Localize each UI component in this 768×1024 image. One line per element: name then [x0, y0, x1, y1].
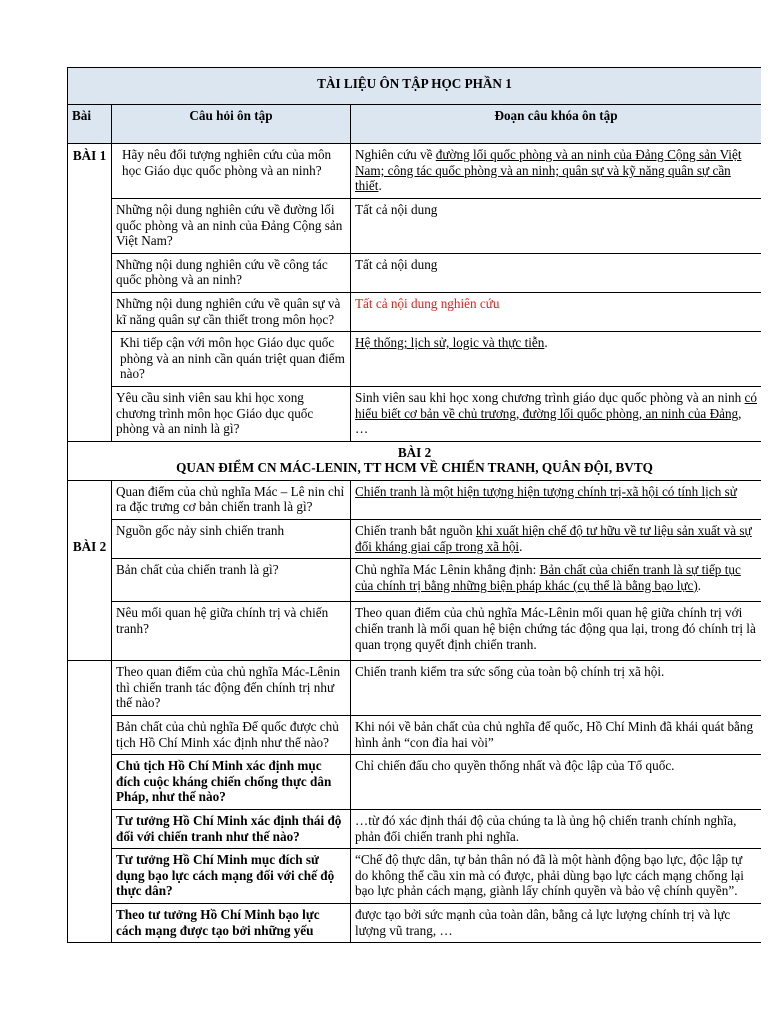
question-cell: Theo tư tưởng Hồ Chí Minh bạo lực cách mạng được tạo bởi những yếu [112, 903, 351, 942]
answer-cell [351, 332, 762, 387]
answer-cell: Chỉ chiến đấu cho quyền thống nhất và độc lập của Tổ quốc. [351, 755, 762, 810]
answer-underlined-text: Bản chất của chiến tranh là sự tiếp tục của chính trị bằng những biện pháp khác (cụ thể là bằng bạo lực) [355, 562, 741, 593]
question-cell: Nêu mối quan hệ giữa chính trị và chiến tranh? [112, 602, 351, 661]
answer-cell: Theo quan điểm của chủ nghĩa Mác-Lênin mối quan hệ giữa chính trị với chiến tranh là mối quan hệ biện chứng tác động qua lại, trong đó chính trị là quan trọng quyết định chiến tranh. [351, 602, 762, 661]
question-cell: Tư tưởng Hồ Chí Minh xác định thái độ đối với chiến tranh như thế nào? [112, 809, 351, 848]
document-page [67, 67, 761, 1024]
table-row [68, 661, 762, 716]
review-table [67, 67, 761, 943]
question-cell: Những nội dung nghiên cứu về công tác quốc phòng và an ninh? [112, 253, 351, 292]
table-row [68, 332, 762, 387]
answer-text: . [697, 577, 702, 593]
lesson-spacer-cell [68, 661, 112, 943]
column-header-answer: Đoạn câu khóa ôn tập [351, 104, 762, 144]
answer-text: . [544, 335, 548, 351]
lesson-label: BÀI 1 [68, 144, 112, 442]
table-row [68, 520, 762, 559]
answer-cell: …từ đó xác định thái độ của chúng ta là ủng hộ chiến tranh chính nghĩa, phản đối chiến tranh phi nghĩa. [351, 809, 762, 848]
table-row [68, 755, 762, 810]
lesson-label: BÀI 2 [68, 480, 112, 660]
answer-cell: “Chế độ thực dân, tự bản thân nó đã là một hành động bạo lực, độc lập tự do không thể cầu xin mà có được, phải dùng bạo lực cách mạng chống lại bạo lực phản cách mạng, giành lấy chính quyền và bảo vệ chính quyền”. [351, 849, 762, 904]
document-title: TÀI LIỆU ÔN TẬP HỌC PHẦN 1 [68, 68, 762, 105]
section-heading-title: QUAN ĐIỂM CN MÁC-LENIN, TT HCM VỀ CHIẾN TRANH, QUÂN ĐỘI, BVTQ [176, 460, 653, 476]
question-cell: Tư tưởng Hồ Chí Minh mục đích sử dụng bạo lực cách mạng đối với chế độ thực dân? [112, 849, 351, 904]
table-row [68, 253, 762, 292]
table-row [68, 849, 762, 904]
answer-text: Chiến tranh bắt nguồn [355, 523, 476, 539]
answer-text: , … [355, 405, 742, 437]
question-cell: Bản chất của chủ nghĩa Đế quốc được chủ tịch Hồ Chí Minh xác định như thế nào? [112, 716, 351, 755]
table-row [68, 903, 762, 942]
answer-cell [351, 559, 762, 602]
answer-text: . [519, 538, 523, 554]
table-row [68, 559, 762, 602]
answer-cell: được tạo bởi sức mạnh của toàn dân, bằng cả lực lượng chính trị và lực lượng vũ trang, … [351, 903, 762, 942]
answer-text: Nghiên cứu về [355, 147, 436, 163]
title-row [68, 68, 762, 105]
table-row [68, 386, 762, 441]
answer-underlined-text: Hệ thống; lịch sử, logic và thực tiễn [355, 335, 545, 351]
question-cell: Hãy nêu đối tượng nghiên cứu của môn học Giáo dục quốc phòng và an ninh? [112, 144, 351, 199]
column-header-row [68, 104, 762, 144]
answer-cell: Chiến tranh kiểm tra sức sống của toàn bộ chính trị xã hội. [351, 661, 762, 716]
answer-cell: Tất cả nội dung [351, 198, 762, 253]
answer-cell: Khi nói về bản chất của chủ nghĩa đế quốc, Hồ Chí Minh đã khái quát bằng hình ảnh “con đỉa hai vòi” [351, 716, 762, 755]
question-cell: Những nội dung nghiên cứu về quân sự và kĩ năng quân sự cần thiết trong môn học? [112, 292, 351, 331]
table-row [68, 602, 762, 661]
answer-cell: Tất cả nội dung nghiên cứu [351, 292, 762, 331]
table-row [68, 292, 762, 331]
table-row [68, 809, 762, 848]
answer-cell: Tất cả nội dung [351, 253, 762, 292]
question-cell: Nguồn gốc nảy sinh chiến tranh [112, 520, 351, 559]
column-header-question: Câu hỏi ôn tập [112, 104, 351, 144]
question-cell: Bản chất của chiến tranh là gì? [112, 559, 351, 602]
column-header-lesson: Bài [68, 104, 112, 144]
question-cell: Yêu cầu sinh viên sau khi học xong chương trình môn học Giáo dục quốc phòng và an ninh là gì? [112, 386, 351, 441]
answer-underlined-text: đường lối quốc phòng và an ninh của Đảng Cộng sản Việt Nam; công tác quốc phòng và an ninh; quân sự và kỹ năng quân sự cần thiết [355, 147, 742, 194]
question-cell: Những nội dung nghiên cứu về đường lối quốc phòng và an ninh của Đảng Cộng sản Việt Nam? [112, 198, 351, 253]
question-cell: Quan điểm của chủ nghĩa Mác – Lê nin chỉ ra đặc trưng cơ bản chiến tranh là gì? [112, 480, 351, 519]
question-cell: Theo quan điểm của chủ nghĩa Mác-Lênin thì chiến tranh tác động đến chính trị như thế nào? [112, 661, 351, 716]
answer-cell [351, 480, 762, 519]
answer-cell [351, 520, 762, 559]
section-heading-row [68, 441, 762, 480]
table-row [68, 144, 762, 199]
answer-cell [351, 144, 762, 199]
answer-underlined-text: khi xuất hiện chế độ tư hữu về tư liệu sản xuất và sự đối kháng giai cấp trong xã hội [355, 523, 752, 554]
answer-underlined-text: có hiểu biết cơ bản về chủ trương, đường lối quốc phòng, an ninh của Đảng [355, 389, 757, 421]
table-row [68, 480, 762, 519]
question-cell: Chủ tịch Hồ Chí Minh xác định mục đích cuộc kháng chiến chống thực dân Pháp, như thế nào? [112, 755, 351, 810]
answer-cell [351, 386, 762, 441]
answer-text: Chủ nghĩa Mác Lênin khẳng định: [355, 562, 540, 578]
question-cell: Khi tiếp cận với môn học Giáo dục quốc phòng và an ninh cần quán triệt quan điểm nào? [112, 332, 351, 387]
table-row [68, 716, 762, 755]
answer-text: Sinh viên sau khi học xong chương trình giáo dục quốc phòng và an ninh [355, 389, 745, 405]
table-row [68, 198, 762, 253]
section-heading [68, 441, 762, 480]
section-heading-number: BÀI 2 [397, 444, 432, 460]
answer-underlined-text: Chiến tranh là một hiện tượng hiện tượng chính trị-xã hội có tính lịch sử [355, 483, 737, 499]
answer-text: . [378, 178, 382, 194]
